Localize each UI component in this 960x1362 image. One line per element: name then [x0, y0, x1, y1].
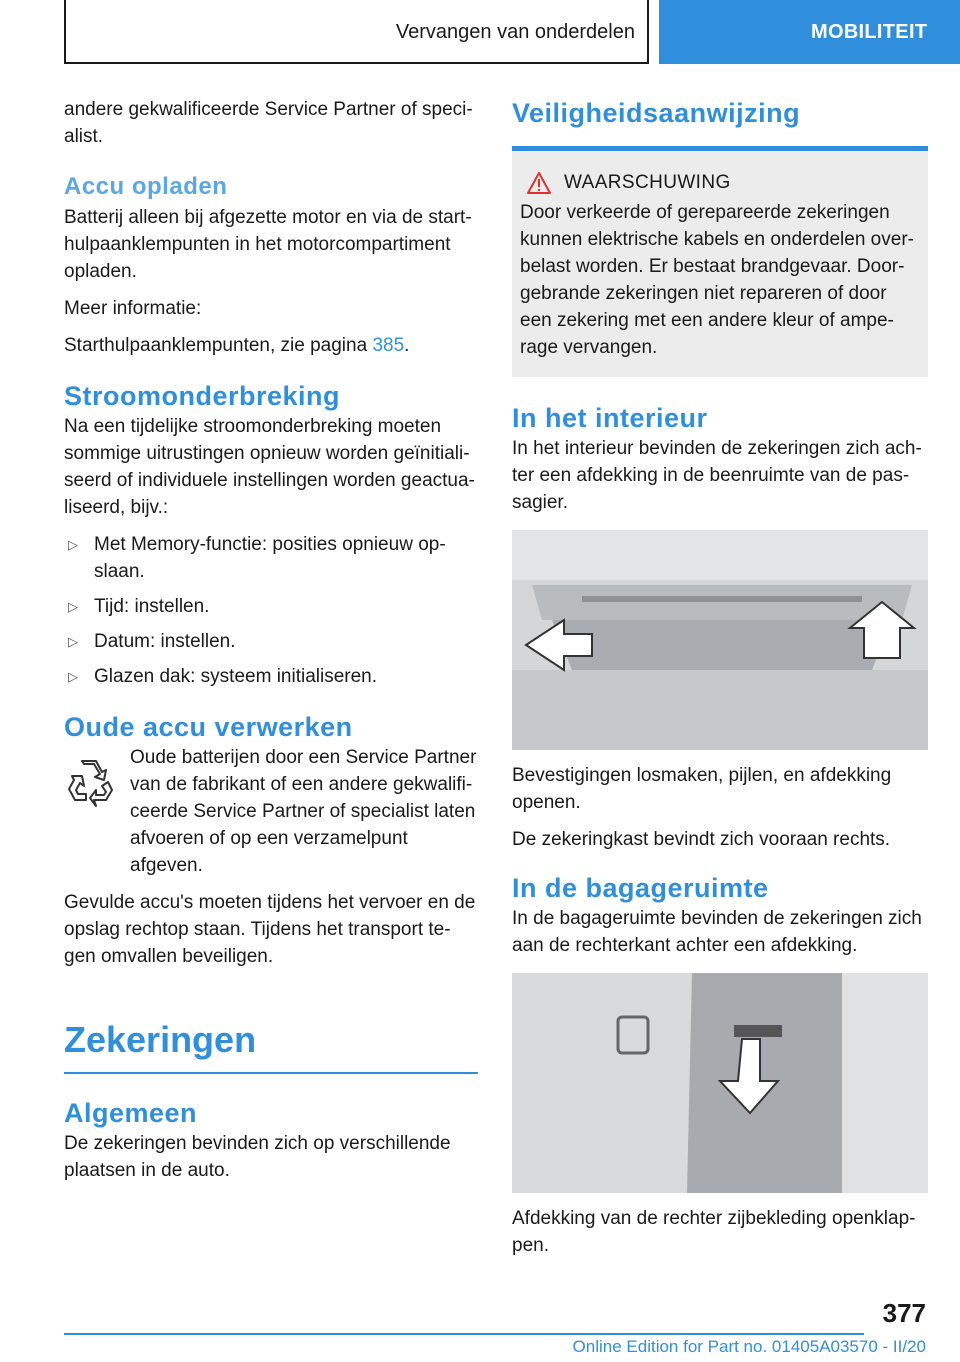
list-item	[64, 531, 478, 585]
trunk-illustration	[512, 973, 928, 1193]
interieur-text: In het interieur bevinden de zekeringen zich ach-ter een afdekking in de beenruimte van de pas-sagier.	[512, 438, 922, 513]
warning-title: WAARSCHUWING	[564, 172, 731, 193]
triangle-right-outline-icon: ▷	[68, 537, 78, 552]
triangle-right-outline-icon: ▷	[68, 669, 78, 684]
heading-algemeen: Algemeen	[64, 1098, 198, 1128]
warning-triangle-icon	[526, 171, 552, 195]
bullet-list	[64, 531, 478, 690]
reference-text: Starthulpaanklempunten, zie pagina	[64, 335, 373, 356]
section-zekeringen	[64, 1018, 478, 1074]
more-info-label: Meer informatie:	[64, 298, 202, 319]
section-stroomonderbreking	[64, 379, 478, 690]
section-oude-accu	[64, 710, 478, 970]
section-bagageruimte	[512, 871, 928, 1259]
list-item	[64, 628, 478, 655]
triangle-right-outline-icon: ▷	[68, 599, 78, 614]
footer-edition: Online Edition for Part no. 01405A03570 - II/20	[572, 1337, 926, 1356]
oude-accu-text1: Oude batterijen door een Service Partner van de fabrikant of een andere gekwalifi-ceerde Service Partner of specialist laten afvoeren of op een verzamelpunt afgeven.	[130, 747, 477, 876]
list-item-text: Glazen dak: systeem initialiseren.	[94, 666, 378, 687]
section-interieur	[512, 401, 928, 853]
bagageruimte-caption: Afdekking van de rechter zijbekleding openklap-pen.	[512, 1208, 916, 1256]
page-number: 377	[882, 1298, 926, 1328]
interieur-caption: Bevestigingen losmaken, pijlen, en afdekking openen.	[512, 765, 892, 813]
algemeen-text: De zekeringen bevinden zich op verschillende plaatsen in de auto.	[64, 1133, 451, 1181]
footer-divider	[64, 1333, 864, 1335]
list-item	[64, 593, 478, 620]
page-link-385[interactable]: 385	[372, 335, 405, 356]
intro-paragraph: andere gekwalificeerde Service Partner of speci-alist.	[64, 99, 473, 147]
cross-reference	[64, 332, 478, 359]
footwell-illustration	[512, 530, 928, 750]
oude-accu-text2: Gevulde accu's moeten tijdens het vervoer en de opslag rechtop staan. Tijdens het transport te-gen omvallen beveiligen.	[64, 892, 476, 967]
heading-bagageruimte: In de bagageruimte	[512, 873, 769, 903]
reference-end: .	[404, 335, 410, 356]
trunk-side-panel-photo	[512, 973, 928, 1193]
header-chapter-tab[interactable]: MOBILITEIT	[659, 0, 960, 64]
bagageruimte-text: In de bagageruimte bevinden de zekeringen zich aan de rechterkant achter een afdekking.	[512, 908, 922, 956]
accu-opladen-text: Batterij alleen bij afgezette motor en via de start-hulpaanklempunten in het motorcompartiment opladen.	[64, 207, 472, 282]
recycle-paragraph	[64, 744, 478, 879]
list-item-text: Datum: instellen.	[94, 631, 236, 652]
stroomonderbreking-text: Na een tijdelijke stroomonderbreking moeten sommige uitrustingen opnieuw worden geïnitiali-seerd of individuele instellingen worden geactua-liseerd, bijv.:	[64, 416, 475, 518]
warning-header	[520, 171, 920, 195]
warning-box	[512, 146, 928, 377]
triangle-right-outline-icon: ▷	[68, 634, 78, 649]
right-column	[512, 96, 928, 1269]
list-item	[64, 663, 478, 690]
heading-zekeringen: Zekeringen	[64, 1018, 478, 1074]
list-item-text: Tijd: instellen.	[94, 596, 210, 617]
list-item-text: Met Memory-functie: posities opnieuw op-slaan.	[94, 534, 446, 582]
interieur-location: De zekeringkast bevindt zich vooraan rechts.	[512, 829, 891, 850]
recycle-icon	[64, 756, 120, 812]
heading-accu-opladen: Accu opladen	[64, 173, 228, 200]
heading-veiligheidsaanwijzing: Veiligheidsaanwijzing	[512, 98, 801, 128]
heading-interieur: In het interieur	[512, 403, 708, 433]
heading-stroomonderbreking: Stroomonderbreking	[64, 381, 341, 411]
interior-footwell-photo	[512, 530, 928, 750]
warning-text: Door verkeerde of gerepareerde zekeringen kunnen elektrische kabels en onderdelen over-belast worden. Er bestaat brandgevaar. Door-gebrande zekeringen niet repareren of door een zekering met een andere kleur of ampe-rage vervangen.	[520, 202, 914, 358]
left-column	[64, 96, 478, 1194]
header-section-title: Vervangen van onderdelen	[395, 20, 635, 43]
heading-oude-accu: Oude accu verwerken	[64, 712, 353, 742]
section-accu-opladen	[64, 170, 478, 359]
section-algemeen	[64, 1096, 478, 1184]
